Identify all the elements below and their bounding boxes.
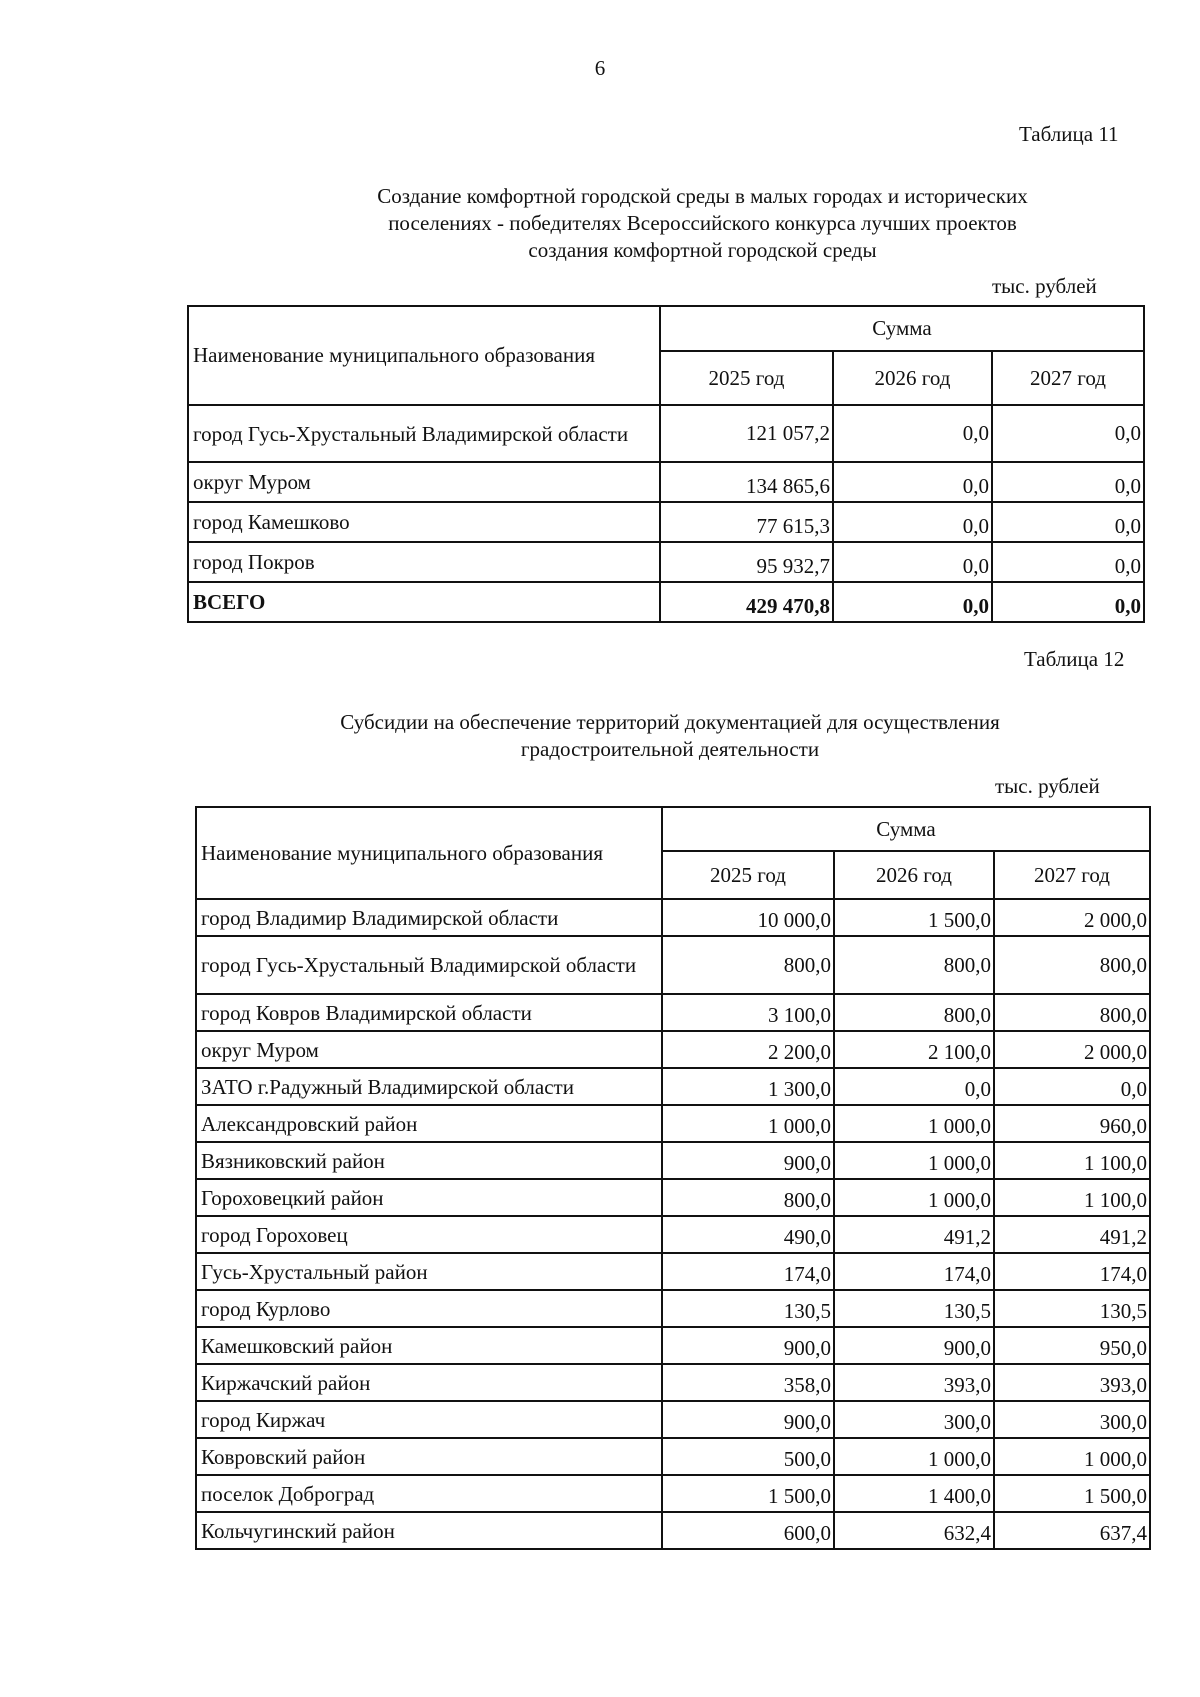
row-name: Ковровский район	[196, 1438, 662, 1475]
table-11-label: Таблица 11	[1019, 122, 1119, 146]
value-2026: 130,5	[834, 1290, 994, 1327]
total-label: ВСЕГО	[188, 582, 660, 622]
row-name: город Курлово	[196, 1290, 662, 1327]
value-2026: 1 000,0	[834, 1142, 994, 1179]
row-name: Киржачский район	[196, 1364, 662, 1401]
value-2025: 1 000,0	[662, 1105, 834, 1142]
value-2025: 77 615,3	[660, 502, 833, 542]
table-row	[196, 1068, 1150, 1105]
value-2026: 0,0	[833, 462, 992, 502]
value-2025: 358,0	[662, 1364, 834, 1401]
row-name: Александровский район	[196, 1105, 662, 1142]
value-2026: 300,0	[834, 1401, 994, 1438]
value-2025: 1 300,0	[662, 1068, 834, 1105]
row-name: округ Муром	[188, 462, 660, 502]
value-2026: 1 000,0	[834, 1105, 994, 1142]
value-2026: 1 400,0	[834, 1475, 994, 1512]
value-2025: 1 500,0	[662, 1475, 834, 1512]
table-row	[196, 1253, 1150, 1290]
value-2025: 3 100,0	[662, 994, 834, 1031]
table-11-title-line: создания комфортной городской среды	[528, 238, 877, 262]
value-2027: 800,0	[994, 994, 1150, 1031]
table-row	[188, 502, 1144, 542]
value-2027: 2 000,0	[994, 899, 1150, 936]
value-2025: 10 000,0	[662, 899, 834, 936]
value-2026: 174,0	[834, 1253, 994, 1290]
page-number: 6	[594, 56, 606, 80]
table-12-title-line: градостроительной деятельности	[520, 737, 820, 761]
table-11-title	[240, 183, 1165, 264]
row-name: Камешковский район	[196, 1327, 662, 1364]
column-header-2025: 2025 год	[662, 851, 834, 899]
total-2026: 0,0	[833, 582, 992, 622]
table-12-label: Таблица 12	[1024, 647, 1125, 671]
value-2025: 95 932,7	[660, 542, 833, 582]
table-row	[196, 1142, 1150, 1179]
value-2026: 800,0	[834, 936, 994, 994]
table-12-title	[240, 709, 1100, 763]
value-2025: 174,0	[662, 1253, 834, 1290]
total-row	[188, 582, 1144, 622]
value-2026: 800,0	[834, 994, 994, 1031]
total-2027: 0,0	[992, 582, 1144, 622]
value-2025: 2 200,0	[662, 1031, 834, 1068]
table-row	[188, 405, 1144, 462]
value-2027: 950,0	[994, 1327, 1150, 1364]
value-2026: 2 100,0	[834, 1031, 994, 1068]
row-name: город Киржач	[196, 1401, 662, 1438]
row-name: город Покров	[188, 542, 660, 582]
table-11-title-line: Создание комфортной городской среды в малых городах и исторических	[377, 184, 1028, 208]
value-2027: 300,0	[994, 1401, 1150, 1438]
value-2027: 0,0	[994, 1068, 1150, 1105]
value-2027: 960,0	[994, 1105, 1150, 1142]
value-2027: 1 100,0	[994, 1179, 1150, 1216]
value-2025: 600,0	[662, 1512, 834, 1549]
column-header-2025: 2025 год	[660, 351, 833, 405]
value-2027: 0,0	[992, 542, 1144, 582]
table-row	[196, 1475, 1150, 1512]
row-name: город Камешково	[188, 502, 660, 542]
value-2027: 637,4	[994, 1512, 1150, 1549]
column-header-name: Наименование муниципального образования	[188, 306, 660, 405]
row-name: город Ковров Владимирской области	[196, 994, 662, 1031]
table-12-unit: тыс. рублей	[995, 774, 1100, 798]
value-2026: 632,4	[834, 1512, 994, 1549]
value-2025: 121 057,2	[660, 405, 833, 462]
row-name: город Гусь-Хрустальный Владимирской области	[196, 936, 662, 994]
value-2027: 1 000,0	[994, 1438, 1150, 1475]
value-2026: 491,2	[834, 1216, 994, 1253]
value-2027: 0,0	[992, 405, 1144, 462]
table-row	[196, 1105, 1150, 1142]
value-2025: 490,0	[662, 1216, 834, 1253]
value-2026: 0,0	[833, 502, 992, 542]
column-header-2026: 2026 год	[833, 351, 992, 405]
value-2027: 491,2	[994, 1216, 1150, 1253]
column-header-2027: 2027 год	[994, 851, 1150, 899]
table-row	[196, 1290, 1150, 1327]
value-2027: 800,0	[994, 936, 1150, 994]
table-row	[188, 462, 1144, 502]
value-2025: 800,0	[662, 936, 834, 994]
value-2027: 0,0	[992, 502, 1144, 542]
table-row	[196, 1179, 1150, 1216]
value-2025: 900,0	[662, 1401, 834, 1438]
row-name: Вязниковский район	[196, 1142, 662, 1179]
value-2025: 800,0	[662, 1179, 834, 1216]
row-name: город Гусь-Хрустальный Владимирской области	[188, 405, 660, 462]
value-2025: 900,0	[662, 1142, 834, 1179]
value-2027: 0,0	[992, 462, 1144, 502]
value-2025: 134 865,6	[660, 462, 833, 502]
column-header-name: Наименование муниципального образования	[196, 807, 662, 899]
table-12-title-line: Субсидии на обеспечение территорий документацией для осуществления	[340, 710, 1000, 734]
total-2025: 429 470,8	[660, 582, 833, 622]
value-2026: 1 500,0	[834, 899, 994, 936]
value-2026: 1 000,0	[834, 1438, 994, 1475]
column-header-2027: 2027 год	[992, 351, 1144, 405]
value-2027: 1 500,0	[994, 1475, 1150, 1512]
value-2027: 393,0	[994, 1364, 1150, 1401]
row-name: поселок Доброград	[196, 1475, 662, 1512]
column-header-2026: 2026 год	[834, 851, 994, 899]
table-row	[196, 1401, 1150, 1438]
value-2027: 2 000,0	[994, 1031, 1150, 1068]
value-2026: 0,0	[833, 405, 992, 462]
table-row	[196, 1512, 1150, 1549]
value-2025: 500,0	[662, 1438, 834, 1475]
row-name: город Гороховец	[196, 1216, 662, 1253]
row-name: Гороховецкий район	[196, 1179, 662, 1216]
table-11-unit: тыс. рублей	[992, 274, 1097, 298]
table-row	[196, 1438, 1150, 1475]
value-2026: 0,0	[834, 1068, 994, 1105]
value-2026: 1 000,0	[834, 1179, 994, 1216]
table-row	[196, 1364, 1150, 1401]
value-2025: 130,5	[662, 1290, 834, 1327]
row-name: Кольчугинский район	[196, 1512, 662, 1549]
row-name: город Владимир Владимирской области	[196, 899, 662, 936]
value-2026: 900,0	[834, 1327, 994, 1364]
table-11-title-line: поселениях - победителях Всероссийского конкурса лучших проектов	[388, 211, 1017, 235]
table-row	[196, 899, 1150, 936]
table-11	[187, 305, 1145, 623]
column-header-sum: Сумма	[660, 306, 1144, 351]
table-row	[196, 936, 1150, 994]
row-name: ЗАТО г.Радужный Владимирской области	[196, 1068, 662, 1105]
value-2027: 1 100,0	[994, 1142, 1150, 1179]
value-2025: 900,0	[662, 1327, 834, 1364]
table-12	[195, 806, 1151, 1550]
row-name: округ Муром	[196, 1031, 662, 1068]
value-2026: 0,0	[833, 542, 992, 582]
value-2027: 130,5	[994, 1290, 1150, 1327]
table-row	[188, 542, 1144, 582]
value-2027: 174,0	[994, 1253, 1150, 1290]
table-row	[196, 1216, 1150, 1253]
column-header-sum: Сумма	[662, 807, 1150, 851]
row-name: Гусь-Хрустальный район	[196, 1253, 662, 1290]
table-row	[196, 1327, 1150, 1364]
table-row	[196, 994, 1150, 1031]
table-row	[196, 1031, 1150, 1068]
value-2026: 393,0	[834, 1364, 994, 1401]
